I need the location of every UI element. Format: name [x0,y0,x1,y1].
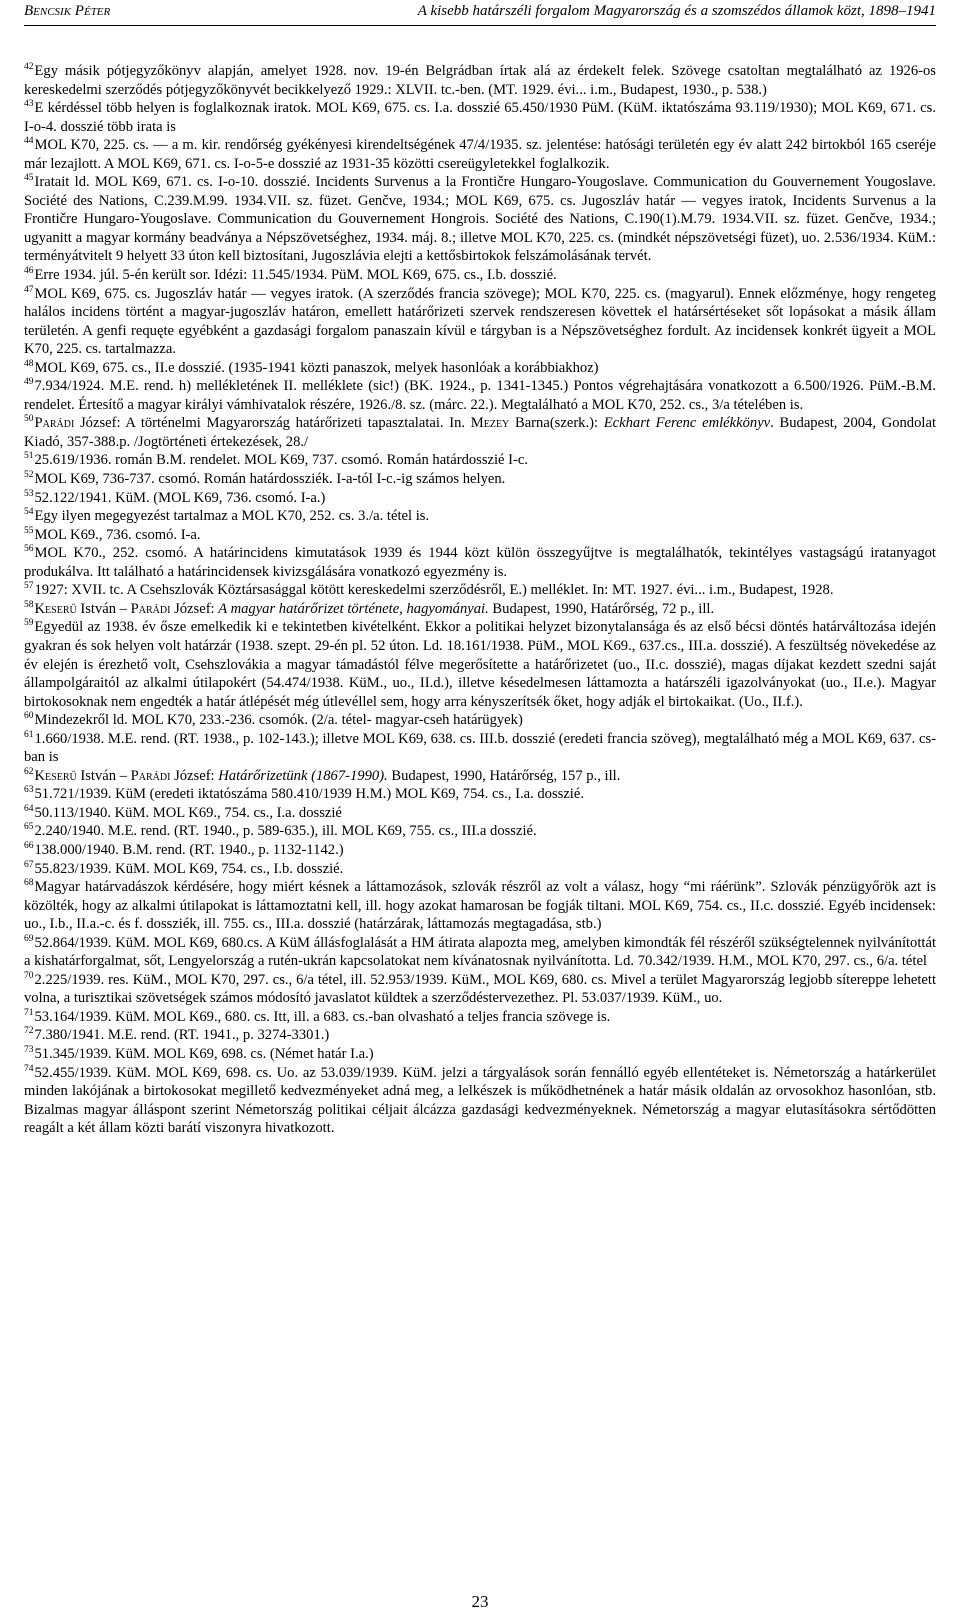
footnote-text: Mindezekről ld. MOL K70, 233.-236. csomók. (2/a. tétel- magyar-cseh határügyek) [34,712,523,729]
footnote-number: 51 [24,451,34,462]
footnote [24,1045,936,1064]
footnote-text: Egy ilyen megegyezést tartalmaz a MOL K70, 252. cs. 3./a. tétel is. [34,508,430,525]
footnote-text: 52.864/1939. KüM. MOL K69, 680.cs. A KüM állásfoglalását a HM átirata alapozta meg, amelyben kimondták fél részéről szükségtelennek nyilvánítottát a kishatárforgalmat, sőt, Lengyelország a rutén-ukrán kapcsolatokat nem kívánatosnak nyilvánította. Ld. 70.342/1939. H.M., MOL K70, 297. cs., 6/a. tétel [24,934,936,970]
footnote-text: Magyar határvadászok kérdésére, hogy miért késnek a láttamozások, szlovák részről az volt a válasz, hogy “mi ráérünk”. Szlovák pénzügyőrök azt is közölték, hogy az alkalmi útilapokat is láttamoztatni kell, ill. hogy azokat hamarosan be fogják tiltani. MOL K69, 754. cs., II.c. dosszié. Egyéb incidensek: uo., I.b., II.a.-c. és f. dossziék, ill. 755. cs., III.a. dosszié (határzárak, láttamozás megtagadása, stb.) [24,879,936,933]
footnote-number: 59 [24,618,34,629]
footnote-number: 72 [24,1026,34,1037]
footnote-number: 61 [24,729,34,740]
header-rule [24,25,936,26]
footnote-number: 47 [24,284,34,295]
footnote [24,600,936,619]
footnote [24,359,936,378]
header-author: Bencsik Péter [24,3,111,19]
footnote-number: 49 [24,377,34,388]
footnote [24,526,936,545]
footnote [24,934,936,971]
footnote [24,1008,936,1027]
footnote-text: MOL K69, 736-737. csomó. Román határdossziék. I-a-tól I-c.-ig számos helyen. [34,471,506,488]
footnote-text: Keserű István – Parádi József: A magyar határőrizet története, hagyományai. Budapest, 1990, Határőrség, 72 p., ill. [34,600,715,617]
footnote-text: 1927: XVII. tc. A Csehszlovák Köztársasággal kötött kereskedelmi szerződésről, E.) melléklet. In: MT. 1927. évi... i.m., Budapest, 1928. [34,582,834,599]
footnote-text: 7.380/1941. M.E. rend. (RT. 1941., p. 3274-3301.) [34,1027,330,1044]
footnote [24,173,936,266]
footnote [24,451,936,470]
footnote-number: 71 [24,1007,34,1018]
footnote-number: 74 [24,1063,34,1074]
footnote [24,785,936,804]
footnote-number: 68 [24,878,34,889]
footnote-number: 43 [24,99,34,110]
footnote [24,767,936,786]
footnote [24,581,936,600]
footnote [24,971,936,1008]
footnote [24,285,936,359]
footnote-text: 1.660/1938. M.E. rend. (RT. 1938., p. 102-143.); illetve MOL K69, 638. cs. III.b. dosszié (eredeti francia szöveg), megtalálható még a MOL K69, 637. cs-ban is [24,730,936,766]
footnote-text: 25.619/1936. román B.M. rendelet. MOL K69, 737. csomó. Román határdosszié I-c. [34,452,529,469]
footnote-text: Parádi József: A történelmi Magyarország határőrizeti tapasztalatai. In. Mezey Barna(szerk.): Eckhart Ferenc emlékkönyv. Budapest, 2004, Gondolat Kiadó, 357-388.p. /Jogtörténeti értekezések, 28./ [24,415,936,450]
footnote-text: 52.122/1941. KüM. (MOL K69, 736. csomó. I-a.) [34,489,326,506]
footnote-text: Egy másik pótjegyzőkönyv alapján, amelyet 1928. nov. 19-én Belgrádban írtak alá az érdekelt felek. Szövege csatoltan megtalálható az 1926-os kereskedelmi szerződés pótjegyzőkönyvét becikkelyező 1929.: XLVII. tc.-ben. (MT. 1929. évi... i.m., Budapest, 1930., p. 538.) [24,63,936,98]
footnote [24,489,936,508]
footnote-text: MOL K70, 225. cs. — a m. kir. rendőrség gyékényesi kirendeltségének 47/4/1935. sz. jelentése: hatósági területén egy év alatt 242 birtokból 165 cseréje már lezajlott. A MOL K69, 671. cs. I-o-5-e dosszié az 1931-35 közötti csereügyletekkel foglalkozik. [24,137,936,172]
footnote-number: 64 [24,803,34,814]
footnote-text: MOL K69, 675. cs. Jugoszláv határ — vegyes iratok. (A szerződés francia szövege); MOL K70, 225. cs. (magyarul). Ennek előzménye, hogy rengeteg halálos incidens történt a magyar-jugoszláv határon, emellett határőrizeti szervek rendszeresen követtek el határsértéseket sőt lopásokat a másik állam területén. A genfi requęte egyébként a gazdasági forgalom panaszain kívül e tárgyban is a Népszövetséghez fordult. Az incidensek konkrét ügyeit a MOL K70, 225. cs. tartalmazza. [24,285,936,358]
footnote-number: 57 [24,581,34,592]
footnote-text: Iratait ld. MOL K69, 671. cs. I-o-10. dosszié. Incidents Survenus a la Frontičre Hungaro-Yougoslave. Communication du Gouvernement Yougoslave. Société des Nations, C.239.M.99. 1934.VII. sz. füzet. Genčve, 1934.; MOL K69, 675. cs. Jugoszláv határ — vegyes iratok, Incidents Survenus a la Frontičre Hungaro-Yougoslave. Communication du Gouvernement Hongrois. Société des Nations, C.190(1).M.79. 1934.VII. sz. füzet. Genčve, 1934.; ugyanitt a magyar kormány beadványa a Népszövetséghez, 1934. máj. 8.; illetve MOL K70, 225. cs. (mindkét népszövetségi füzet), uo. 2.536/1934. KüM.: terményátvitelt 9 helyett 33 úton kell biztosítani, Jugoszlávia elejti a kettősbirtokok felszámolásának tervét. [24,174,936,265]
footnote-text: MOL K70., 252. csomó. A határincidens kimutatások 1939 és 1944 közt külön összegyűjtve is megtalálhatók, tekintélyes vastagságú iratanyagot produkálva. Itt található a határincidensek kivizsgálására vonatkozó egyezmény is. [24,545,936,580]
running-header [24,0,936,26]
footnote-number: 46 [24,266,34,277]
footnote-text: 2.240/1940. M.E. rend. (RT. 1940., p. 589-635.), ill. MOL K69, 755. cs., III.a dosszié. [34,823,537,840]
footnote-text: 53.164/1939. KüM. MOL K69., 680. cs. Itt, ill. a 683. cs.-ban olvasható a teljes francia szövege is. [34,1008,611,1025]
footnote [24,470,936,489]
footnote-number: 53 [24,488,34,499]
footnote-number: 48 [24,358,34,369]
footnote-text: 51.721/1939. KüM (eredeti iktatószáma 580.410/1939 H.M.) MOL K69, 754. cs., I.a. dosszié. [34,786,584,803]
footnote-number: 44 [24,136,34,147]
footnote-number: 45 [24,173,34,184]
footnote-text: 50.113/1940. KüM. MOL K69., 754. cs., I.a. dosszié [34,804,342,821]
footnote-number: 69 [24,933,34,944]
footnote-number: 66 [24,840,34,851]
footnote [24,99,936,136]
footnotes-section [24,62,936,1138]
footnote [24,507,936,526]
footnote [24,266,936,285]
footnote [24,136,936,173]
footnote-text: 51.345/1939. KüM. MOL K69, 698. cs. (Német határ I.a.) [34,1045,374,1062]
footnote-number: 56 [24,544,34,555]
footnote-number: 58 [24,599,34,610]
header-title: A kisebb határszéli forgalom Magyarország és a szomszédos államok közt, 1898–1941 [417,3,936,19]
footnote [24,730,936,767]
footnote [24,618,936,711]
footnote-number: 42 [24,62,34,72]
footnote-number: 70 [24,970,34,981]
page-number: 23 [471,1592,489,1611]
footnote-number: 50 [24,414,34,425]
footnote-text: 55.823/1939. KüM. MOL K69, 754. cs., I.b. dosszié. [34,860,344,877]
footnote [24,711,936,730]
footnote-number: 73 [24,1044,34,1055]
footnote-text: Erre 1934. júl. 5-én került sor. Idézi: 11.545/1934. PüM. MOL K69, 675. cs., I.b. dosszié. [34,267,557,284]
footnote [24,377,936,414]
footnote-text: 138.000/1940. B.M. rend. (RT. 1940., p. 1132-1142.) [34,841,344,858]
footnote-number: 63 [24,785,34,796]
footnote-number: 62 [24,766,34,777]
footnote-text: Keserű István – Parádi József: Határőrizetünk (1867-1990). Budapest, 1990, Határőrség, 157 p., ill. [34,767,621,784]
footnote [24,860,936,879]
footnote-text: 2.225/1939. res. KüM., MOL K70, 297. cs., 6/a tétel, ill. 52.953/1939. KüM., MOL K69, 680. cs. Mivel a terület Magyarország legjobb sítereppe lehetett volna, a turisztikai szövetségek számos módosító javaslatot küldtek a szerződéstervezethez. Pl. 53.037/1939. KüM., uo. [24,971,936,1007]
footnote-number: 67 [24,859,34,870]
footnote [24,414,936,451]
footnote [24,822,936,841]
footnote [24,804,936,823]
footnote [24,1026,936,1045]
footnote [24,1064,936,1138]
footnote-number: 52 [24,470,34,481]
footnote [24,544,936,581]
footnote-text: MOL K69., 736. csomó. I-a. [34,526,201,543]
footnote [24,841,936,860]
footnote-number: 65 [24,822,34,833]
footnote-number: 54 [24,507,34,518]
footnote-number: 60 [24,711,34,722]
footnote-text: MOL K69, 675. cs., II.e dosszié. (1935-1941 közti panaszok, melyek hasonlóak a korábbiakhoz) [34,359,599,376]
footnote-text: Egyedül az 1938. év ősze emelkedik ki e tekintetben kivételként. Ekkor a politikai helyzet bizonytalansága és az első bécsi döntés határváltozása idején gyakran és sok helyen volt határzár (1938. szept. 29-én pl. 52 úton. Ld. 18.161/1938. PüM., MOL K69., 637.cs., III.a. dosszié). A feszültség növekedése az év elején is érezhető volt, Csehszlovákia a magyar támadástól félve megerősítette a határőrizetet (uo., II.c. dosszié), magas díjakat kezdett szedni saját állampolgáraitól az alkalmi útilapokért (54.474/1938. KüM., uo., II.d.), illetve késedelmesen láttamozta a határszéli igazolványokat (uo., II.e.). Magyar birtokosoknak nem engedték a határ átlépését még útlevéllel sem, hogy arra kényszerítsék őket, hogy adják el birtokaikat. (Uo., II.f.). [24,619,936,710]
footnote-text: E kérdéssel több helyen is foglalkoznak iratok. MOL K69, 675. cs. I.a. dosszié 65.450/1930 PüM. (KüM. iktatószáma 93.119/1930); MOL K69, 671. cs. I-o-4. dosszié több irata is [24,100,936,135]
footnote-text: 7.934/1924. M.E. rend. h) mellékletének II. melléklete (sic!) (BK. 1924., p. 1341-1345.) Pontos végrehajtására vonatkozott a 6.500/1926. PüM.-B.M. rendelet. Értesítő a magyar királyi vámhivatalok részére, 1926./8. sz. (márc. 22.). Megtalálható a MOL K70, 252. cs., 3/a tételében is. [24,378,936,413]
footnote-number: 55 [24,525,34,536]
footnote [24,62,936,99]
footnote-text: 52.455/1939. KüM. MOL K69, 698. cs. Uo. az 53.039/1939. KüM. jelzi a tárgyalások során fennálló egyéb ellentéteket is. Németország a határkerület minden lakójának a birtokosokat megillető kedvezményeket adná meg, a lelkészek is működhetnének a határ másik oldalán az orvosokhoz hasonlóan, stb. Bizalmas magyar álláspont szerint Németország politikai céljait álcázza gazdasági kedvezményeknek. Németország a magyar elutasításokra sértődötten reagált a két állam közti barátí viszonyra hivatkozott. [24,1064,936,1137]
footnote [24,878,936,934]
